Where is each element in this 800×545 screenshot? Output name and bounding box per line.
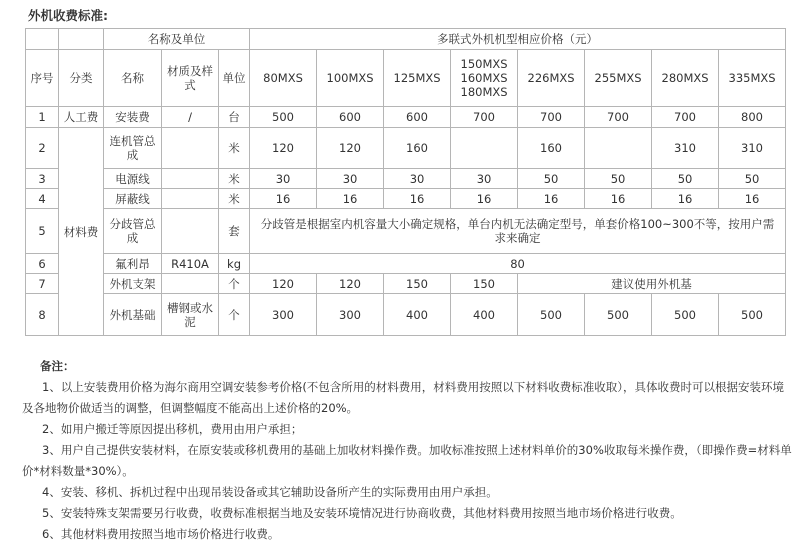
row-unit: 套 <box>219 209 250 254</box>
price-cell: 310 <box>719 128 786 169</box>
row-unit: 米 <box>219 128 250 169</box>
price-cell: 30 <box>384 169 451 189</box>
row-name: 安装费 <box>104 107 162 128</box>
row-material <box>162 209 219 254</box>
row-unit: kg <box>219 254 250 274</box>
table-row <box>26 209 786 254</box>
branch-pipe-note: 分歧管是根据室内机容量大小确定规格，单台内机无法确定型号，单套价格100~300不等，按用户需求来确定 <box>250 209 786 254</box>
table-row <box>26 254 786 274</box>
price-cell: 500 <box>719 294 786 336</box>
price-cell: 150 <box>451 274 518 294</box>
header-no: 序号 <box>26 50 59 107</box>
row-no: 6 <box>26 254 59 274</box>
row-unit: 个 <box>219 274 250 294</box>
price-cell: 600 <box>317 107 384 128</box>
row-name: 屏蔽线 <box>104 189 162 209</box>
note-item: 2、如用户搬迁等原因提出移机，费用由用户承担； <box>42 422 303 436</box>
row-material: R410A <box>162 254 219 274</box>
row-no: 1 <box>26 107 59 128</box>
fee-table <box>25 28 786 336</box>
price-cell: 700 <box>518 107 585 128</box>
notes-heading: 备注： <box>40 359 75 373</box>
price-cell: 16 <box>585 189 652 209</box>
table-row <box>26 169 786 189</box>
price-cell: 700 <box>451 107 518 128</box>
row-unit: 个 <box>219 294 250 336</box>
table-row <box>26 107 786 128</box>
header-model: 255MXS <box>585 50 652 107</box>
row-name: 氟利昂 <box>104 254 162 274</box>
price-cell: 700 <box>585 107 652 128</box>
price-cell: 600 <box>384 107 451 128</box>
price-cell: 16 <box>719 189 786 209</box>
price-cell: 400 <box>384 294 451 336</box>
header-model: 80MXS <box>250 50 317 107</box>
price-cell: 500 <box>250 107 317 128</box>
header-material: 材质及样式 <box>162 50 219 107</box>
table-header-row <box>26 50 786 107</box>
header-model: 100MXS <box>317 50 384 107</box>
price-cell: 50 <box>719 169 786 189</box>
price-cell: 400 <box>451 294 518 336</box>
row-no: 5 <box>26 209 59 254</box>
table-row <box>26 294 786 336</box>
row-unit: 米 <box>219 189 250 209</box>
header-category: 分类 <box>59 50 104 107</box>
price-cell: 160 <box>384 128 451 169</box>
row-name: 分歧管总成 <box>104 209 162 254</box>
row-category: 材料费 <box>59 128 104 336</box>
price-cell: 150 <box>384 274 451 294</box>
price-cell: 160 <box>518 128 585 169</box>
row-name: 外机支架 <box>104 274 162 294</box>
price-cell: 50 <box>518 169 585 189</box>
price-cell: 16 <box>652 189 719 209</box>
header-model: 226MXS <box>518 50 585 107</box>
price-cell: 120 <box>250 128 317 169</box>
row-no: 3 <box>26 169 59 189</box>
price-cell: 50 <box>585 169 652 189</box>
note-item: 5、安装特殊支架需要另行收费，收费标准根据当地及安装环境情况进行协商收费，其他材料费用按照当地市场价格进行收费。 <box>42 506 682 520</box>
row-material <box>162 189 219 209</box>
note-item: 6、其他材料费用按照当地市场价格进行收费。 <box>42 527 280 541</box>
price-cell: 50 <box>652 169 719 189</box>
price-cell: 30 <box>250 169 317 189</box>
price-cell: 30 <box>451 169 518 189</box>
blank-cell <box>26 29 59 50</box>
blank-cell <box>59 29 104 50</box>
bracket-advice: 建议使用外机基 <box>518 274 786 294</box>
group-price: 多联式外机机型相应价格（元） <box>250 29 786 50</box>
row-material: / <box>162 107 219 128</box>
page-title: 外机收费标准: <box>28 8 108 23</box>
row-category: 人工费 <box>59 107 104 128</box>
price-cell: 500 <box>518 294 585 336</box>
header-name: 名称 <box>104 50 162 107</box>
note-item: 4、安装、移机、拆机过程中出现吊装设备或其它辅助设备所产生的实际费用由用户承担。 <box>42 485 498 499</box>
price-cell: 300 <box>250 294 317 336</box>
notes <box>22 356 792 545</box>
row-unit: 台 <box>219 107 250 128</box>
table-group-header-row <box>26 29 786 50</box>
row-no: 8 <box>26 294 59 336</box>
price-cell: 120 <box>317 274 384 294</box>
price-cell: 500 <box>652 294 719 336</box>
row-material <box>162 274 219 294</box>
price-cell: 120 <box>317 128 384 169</box>
row-material <box>162 128 219 169</box>
price-cell: 310 <box>652 128 719 169</box>
row-name: 电源线 <box>104 169 162 189</box>
header-model: 150MXS 160MXS 180MXS <box>451 50 518 107</box>
header-model: 280MXS <box>652 50 719 107</box>
row-material <box>162 169 219 189</box>
note-item: 1、以上安装费用价格为海尔商用空调安装参考价格(不包含所用的材料费用，材料费用按照以下材料收费标准收取），具体收费时可以根据安装环境及各地物价做适当的调整，但调整幅度不能高出上述价格的20%。 <box>22 380 785 415</box>
row-unit: 米 <box>219 169 250 189</box>
table-row <box>26 274 786 294</box>
row-no: 4 <box>26 189 59 209</box>
header-unit: 单位 <box>219 50 250 107</box>
price-cell <box>585 128 652 169</box>
price-cell: 16 <box>317 189 384 209</box>
price-cell: 300 <box>317 294 384 336</box>
refrigerant-price: 80 <box>250 254 786 274</box>
header-model: 335MXS <box>719 50 786 107</box>
price-cell: 800 <box>719 107 786 128</box>
note-item: 3、用户自己提供安装材料，在原安装或移机费用的基础上加收材料操作费。加收标准按照上述材料单价的30%收取每米操作费，（即操作费=材料单价*材料数量*30%）。 <box>22 443 792 478</box>
price-cell: 16 <box>384 189 451 209</box>
row-no: 2 <box>26 128 59 169</box>
price-cell: 16 <box>518 189 585 209</box>
row-material: 槽钢或水泥 <box>162 294 219 336</box>
price-cell: 16 <box>451 189 518 209</box>
price-cell: 700 <box>652 107 719 128</box>
header-model: 125MXS <box>384 50 451 107</box>
row-name: 连机管总成 <box>104 128 162 169</box>
table-row <box>26 128 786 169</box>
price-cell <box>451 128 518 169</box>
group-name-unit: 名称及单位 <box>104 29 250 50</box>
row-name: 外机基础 <box>104 294 162 336</box>
row-no: 7 <box>26 274 59 294</box>
price-cell: 16 <box>250 189 317 209</box>
table-row <box>26 189 786 209</box>
price-cell: 500 <box>585 294 652 336</box>
price-cell: 120 <box>250 274 317 294</box>
price-cell: 30 <box>317 169 384 189</box>
